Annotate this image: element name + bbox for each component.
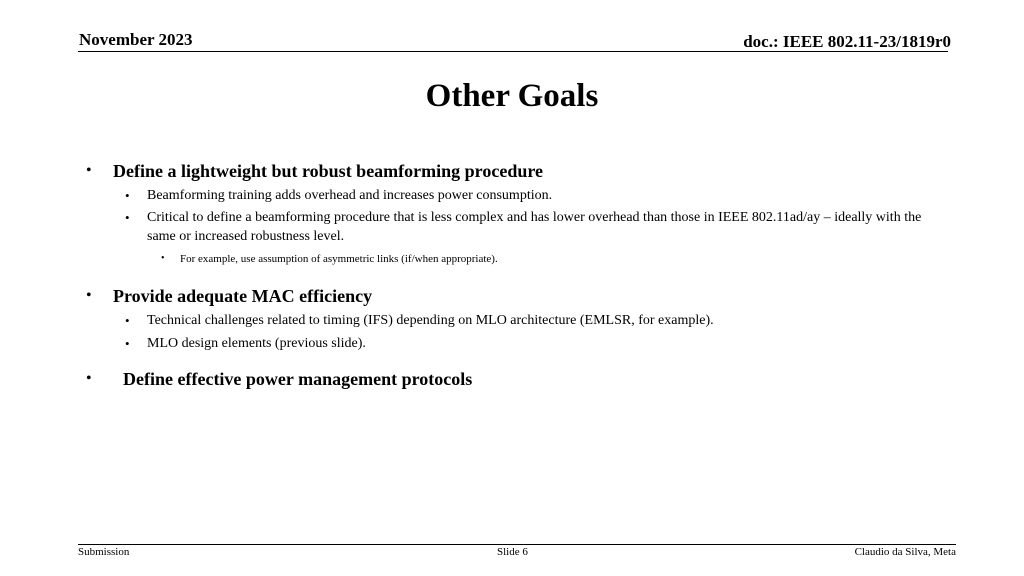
- bullet-marker: •: [125, 336, 130, 351]
- bullet-text: Technical challenges related to timing (IFS) depending on MLO architecture (EMLSR, for example).: [147, 313, 714, 328]
- bullet-marker: •: [161, 253, 165, 264]
- sub-bullet-item: [125, 334, 366, 353]
- bullet-marker: •: [125, 210, 130, 225]
- bullet-marker: •: [86, 370, 92, 387]
- sub-bullet-item: [125, 311, 714, 330]
- footer-submission: Submission: [78, 546, 130, 558]
- bullet-item: [86, 160, 543, 182]
- bullet-text: Define a lightweight but robust beamforming procedure: [113, 161, 543, 181]
- footer-slide-number: Slide 6: [497, 546, 528, 558]
- bullet-marker: •: [86, 287, 92, 304]
- header-date: November 2023: [79, 30, 193, 49]
- bullet-text: Define effective power management protocols: [123, 369, 473, 389]
- bullet-text: Beamforming training adds overhead and increases power consumption.: [147, 188, 553, 203]
- bullet-item: [86, 285, 372, 307]
- bullet-text: Provide adequate MAC efficiency: [113, 286, 373, 306]
- slide-title: Other Goals: [425, 78, 599, 114]
- bullet-item: [86, 368, 472, 390]
- bullet-text: MLO design elements (previous slide).: [147, 336, 366, 351]
- bullet-text: Critical to define a beamforming procedure that is less complex and has lower overhead than those in IEEE 802.11ad/ay – ideally with the same or increased robustness level.: [147, 210, 922, 244]
- bullet-marker: •: [125, 188, 130, 203]
- sub-sub-bullet-item: [161, 252, 498, 266]
- header-doc-id: doc.: IEEE 802.11-23/1819r0: [743, 32, 951, 51]
- sub-bullet-item: [125, 186, 552, 205]
- bullet-marker: •: [125, 313, 130, 328]
- footer-rule: [78, 544, 956, 545]
- sub-bullet-item: [125, 208, 937, 246]
- bullet-text: For example, use assumption of asymmetric links (if/when appropriate).: [180, 253, 498, 265]
- footer-author: Claudio da Silva, Meta: [854, 546, 956, 558]
- bullet-marker: •: [86, 162, 92, 179]
